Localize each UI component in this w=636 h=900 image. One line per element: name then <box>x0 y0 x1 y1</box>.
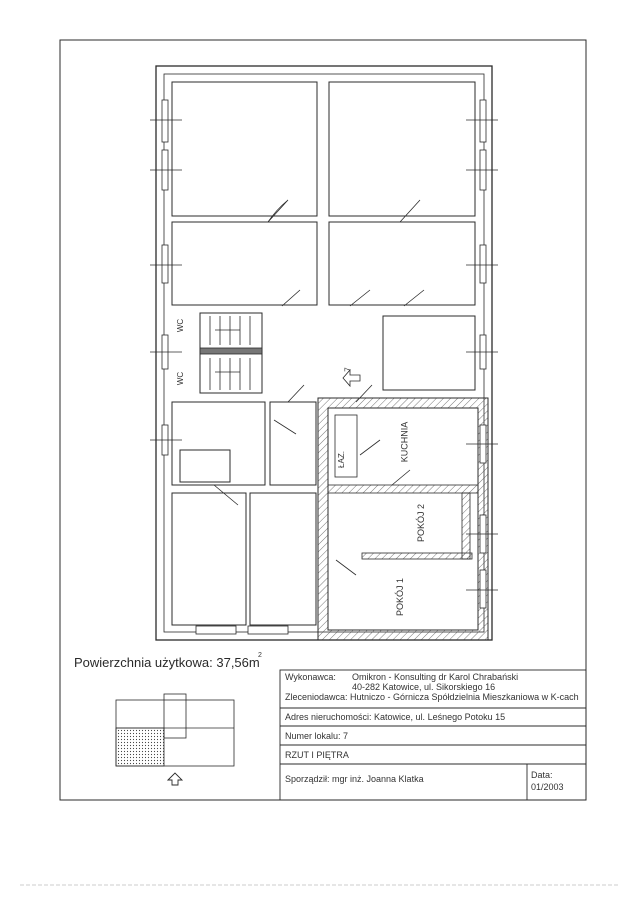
room-label-pokoj1: POKÓJ 1 <box>395 577 406 617</box>
windows-right <box>466 100 498 608</box>
staircase <box>200 316 262 390</box>
key-plan <box>116 694 234 766</box>
unit-marker-arrow <box>343 370 360 386</box>
contractor-line1: Omikron - Konsulting dr Karol Chrabański <box>352 672 519 682</box>
date-label: Data: <box>531 770 553 780</box>
date-value: 01/2003 <box>531 782 564 792</box>
client-value: Hutniczo - Górnicza Spółdzielnia Mieszkaniowa w K-cach <box>350 692 579 702</box>
contractor-label: Wykonawca: <box>285 672 336 682</box>
room-label-wc-lower: WC <box>176 371 186 386</box>
usable-area-exponent: 2 <box>258 652 262 659</box>
usable-area <box>74 655 260 670</box>
usable-area-label: Powierzchnia użytkowa: <box>74 655 213 670</box>
property-address: Adres nieruchomości: Katowice, ul. Leśnego Potoku 15 <box>285 712 506 722</box>
unit-marker-label: 7 <box>343 367 353 372</box>
usable-area-value: 37,56 <box>216 655 249 670</box>
room-label-wc-upper: WC <box>176 318 186 333</box>
room-label-lazienka: ŁAZ. <box>336 451 346 468</box>
client-label: Zleceniodawca: <box>285 692 348 702</box>
windows-bottom <box>196 626 288 634</box>
entry-arrow-icon <box>168 773 182 785</box>
prepared-by: Sporządził: mgr inż. Joanna Klatka <box>285 774 424 784</box>
usable-area-unit: m <box>248 655 260 670</box>
room-label-kuchnia: KUCHNIA <box>399 421 410 463</box>
unit-number: Numer lokalu: 7 <box>285 731 349 741</box>
room-label-pokoj2: POKÓJ 2 <box>416 503 427 543</box>
drawing-title: RZUT I PIĘTRA <box>285 750 349 760</box>
contractor-line2: 40-282 Katowice, ul. Sikorskiego 16 <box>352 682 496 692</box>
